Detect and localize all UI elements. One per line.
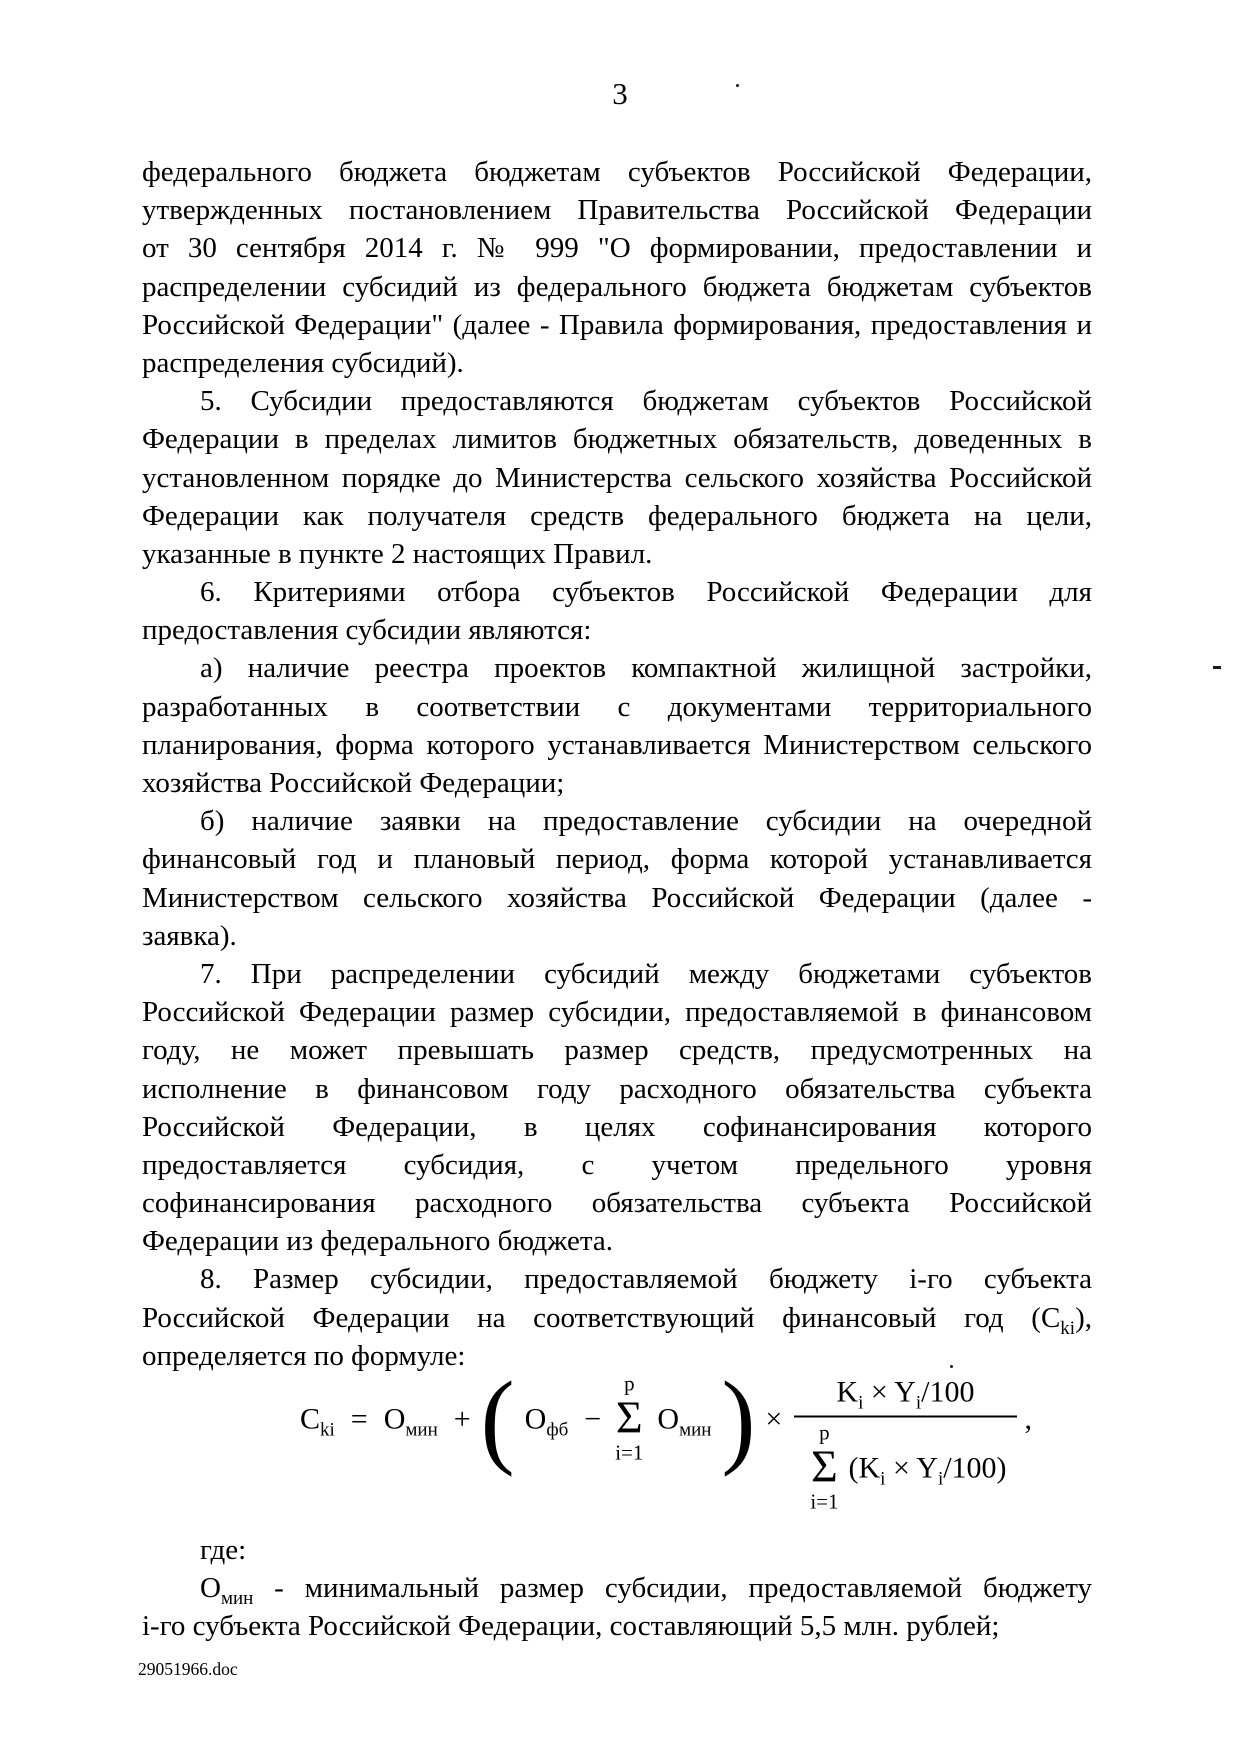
text-line: Федерации как получателя средств федерального бюджета на цели, (142, 499, 1092, 532)
footer-filename: 29051966.doc (138, 1659, 238, 1679)
fraction-numerator: $K_i \times Y_i/100$ (836, 1375, 975, 1414)
times-sign: × (765, 1402, 783, 1435)
text-line: распределения субсидий). (142, 346, 464, 379)
page-number: 3 (612, 76, 628, 111)
text-line: $О_{мин}$ - минимальный размер субсидии, предоставляемой бюджету (200, 1572, 1092, 1608)
text-line: софинансирования расходного обязательства субъекта Российской (142, 1187, 1092, 1220)
text-line: а) наличие реестра проектов компактной жилищной застройки, (200, 652, 1092, 685)
text-line: предоставляется субсидия, с учетом предельного уровня (142, 1148, 1092, 1181)
text-line: заявка). (142, 919, 237, 952)
text-line: планирования, форма которого устанавливается Министерством сельского (142, 728, 1092, 761)
den-sum-lower-limit: i=1 (810, 1489, 839, 1514)
text-line: 7. При распределении субсидий между бюджетами субъектов (200, 957, 1092, 990)
paragraph (142, 1569, 1092, 1645)
text-line: разработанных в соответствии с документами территориального (142, 690, 1092, 723)
text-line: 6. Критериями отбора субъектов Российской Федерации для (200, 576, 1092, 609)
text-line: указанные в пункте 2 настоящих Правил. (142, 537, 653, 570)
text-line: федерального бюджета бюджетам субъектов Российской Федерации, (142, 156, 1092, 188)
post-formula-paragraphs (142, 1531, 1092, 1646)
paragraph (142, 382, 1092, 573)
open-paren: ( (480, 1359, 515, 1478)
subsidy-formula (142, 1359, 1092, 1531)
pre-formula-paragraphs (142, 153, 1092, 1375)
formula-result-term: $C_{ki}$ (300, 1402, 335, 1440)
text-line: от 30 сентября 2014 г. № 999 "О формировании, предоставлении и (142, 232, 1092, 265)
sigma-icon: Σ (615, 1391, 643, 1443)
scan-speck (1213, 666, 1221, 669)
equals-sign: = (350, 1402, 368, 1435)
formula-fb-term: $О_{фб}$ (524, 1402, 569, 1440)
text-line: б) наличие заявки на предоставление субсидии на очередной (200, 805, 1092, 838)
text-line: году, не может превышать размер средств, предусмотренных на (142, 1034, 1092, 1067)
text-line: Министерством сельского хозяйства Российской Федерации (далее - (142, 881, 1092, 914)
fraction-denominator (794, 1416, 1016, 1515)
text-line: хозяйства Российской Федерации; (142, 767, 565, 799)
close-paren: ) (721, 1359, 756, 1478)
fraction (794, 1372, 1016, 1515)
text-line: Федерации в пределах лимитов бюджетных обязательств, доведенных в (142, 423, 1092, 456)
text-line: исполнение в финансовом году расходного обязательства субъекта (142, 1072, 1092, 1105)
text-line: распределении субсидий из федерального бюджета бюджетам субъектов (142, 270, 1092, 303)
paragraph (142, 802, 1092, 955)
text-line: 8. Размер субсидии, предоставляемой бюджету i-го субъекта (200, 1263, 1092, 1296)
plus-sign: + (453, 1402, 471, 1435)
paragraph (142, 955, 1092, 1261)
den-expression: $(K_i \times Y_i/100)$ (848, 1451, 1007, 1489)
text-line: финансовый год и плановый период, форма которой устанавливается (142, 843, 1092, 876)
den-sum-operator (810, 1422, 838, 1515)
scan-speck (736, 84, 739, 87)
den-sum-upper-limit: p (819, 1420, 830, 1445)
sum-operator (615, 1373, 643, 1466)
text-line: Российской Федерации размер субсидии, предоставляемой в финансовом (142, 996, 1092, 1029)
paragraph (142, 1531, 1092, 1569)
sum-lower-limit: i=1 (615, 1440, 644, 1465)
text-line: Федерации из федерального бюджета. (142, 1225, 613, 1258)
paragraph (142, 573, 1092, 649)
text-line: где: (200, 1534, 247, 1566)
formula-min-term: $О_{мин}$ (383, 1402, 438, 1440)
text-line: 5. Субсидии предоставляются бюджетам субъектов Российской (200, 385, 1092, 418)
text-line: утвержденных постановлением Правительства Российской Федерации (142, 194, 1092, 227)
formula-trailing-comma: , (1024, 1402, 1033, 1435)
text-line: предоставления субсидии являются: (142, 614, 592, 647)
document-body (142, 153, 1092, 1646)
scan-speck (950, 1365, 953, 1368)
formula-min-term-2: $О_{мин}$ (657, 1402, 712, 1440)
paragraph (142, 649, 1092, 802)
text-line: определяется по формуле: (142, 1339, 466, 1372)
text-line: i-го субъекта Российской Федерации, составляющий 5,5 млн. рублей; (142, 1610, 1000, 1643)
text-line: Российской Федерации на соответствующий финансовый год $(C_{ki})$, (142, 1301, 1092, 1337)
text-line: Российской Федерации, в целях софинансирования которого (142, 1110, 1092, 1143)
minus-sign: − (584, 1402, 602, 1435)
paragraph (142, 153, 1092, 382)
text-line: установленном порядке до Министерства сельского хозяйства Российской (142, 461, 1092, 494)
formula-row (292, 1348, 1033, 1514)
sum-upper-limit: p (624, 1371, 635, 1396)
text-line: Российской Федерации" (далее - Правила формирования, предоставления и (142, 308, 1092, 341)
den-sigma-icon: Σ (811, 1440, 838, 1492)
